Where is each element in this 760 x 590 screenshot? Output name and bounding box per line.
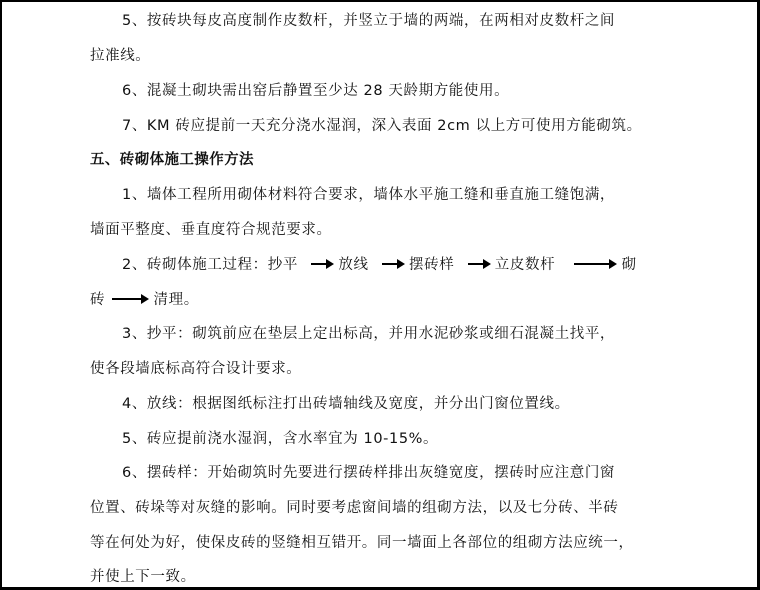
step3-line2: 使各段墙底标高符合设计要求。 — [90, 361, 302, 377]
arrow-right-icon — [574, 263, 610, 265]
step2-flow-line1 — [122, 255, 637, 275]
flow-step-masonry-part1: 砌 — [621, 257, 637, 273]
step2-flow-line2 — [90, 290, 199, 310]
paragraph-item6: 6、混凝土砌块需出窑后静置至少达 28 天龄期方能使用。 — [122, 83, 510, 99]
step6-line1: 6、摆砖样：开始砌筑时先要进行摆砖样排出灰缝宽度，摆砖时应注意门窗 — [122, 465, 616, 481]
paragraph-item5-line2: 拉准线。 — [90, 48, 151, 64]
step1-line2: 墙面平整度、垂直度符合规范要求。 — [90, 222, 332, 238]
flow-step-brick-sample: 摆砖样 — [409, 257, 455, 273]
step3-line1: 3、抄平：砌筑前应在垫层上定出标高，并用水泥砂浆或细石混凝土找平， — [122, 326, 616, 342]
step6-line3: 等在何处为好，使保皮砖的竖缝相互错开。同一墙面上各部位的组砌方法应统一， — [90, 535, 634, 551]
arrow-right-icon — [468, 263, 484, 265]
step4: 4、放线：根据图纸标注打出砖墙轴线及宽度，并分出门窗位置线。 — [122, 396, 570, 412]
step6-line4: 并使上下一致。 — [90, 569, 196, 585]
arrow-right-icon — [112, 298, 142, 300]
flow-step-cleanup: 清理。 — [153, 292, 199, 308]
paragraph-item5-line1: 5、按砖块每皮高度制作皮数杆，并竖立于墙的两端，在两相对皮数杆之间 — [122, 13, 616, 29]
paragraph-item7: 7、KM 砖应提前一天充分浇水湿润，深入表面 2cm 以上方可使用方能砌筑。 — [122, 118, 642, 134]
flow-step-story-pole: 立皮数杆 — [494, 257, 556, 273]
step6-line2: 位置、砖垛等对灰缝的影响。同时要考虑窗间墙的组砌方法，以及七分砖、半砖 — [90, 500, 619, 516]
flow-step-layout: 放线 — [338, 257, 369, 273]
flow-step-masonry-part2: 砖 — [90, 292, 106, 308]
step2-prefix: 2、砖砌体施工过程：抄平 — [122, 257, 298, 273]
arrow-right-icon — [382, 263, 398, 265]
section-heading: 五、砖砌体施工操作方法 — [90, 152, 254, 168]
step1-line1: 1、墙体工程所用砌体材料符合要求，墙体水平施工缝和垂直施工缝饱满， — [122, 187, 616, 203]
step5: 5、砖应提前浇水湿润，含水率宜为 10-15%。 — [122, 431, 439, 447]
arrow-right-icon — [311, 263, 327, 265]
